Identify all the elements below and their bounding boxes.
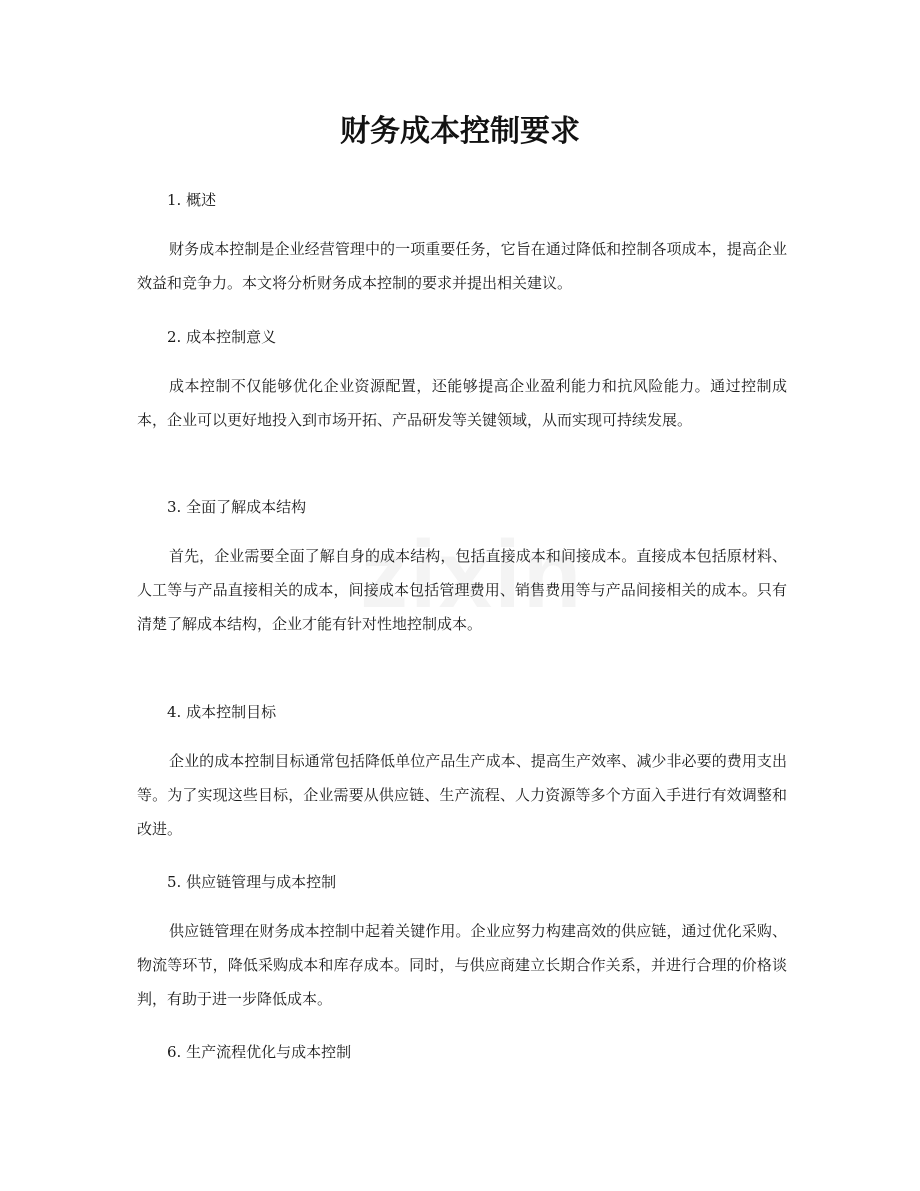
section-heading-2: 2. 成本控制意义 — [167, 328, 277, 346]
section-body-4: 企业的成本控制目标通常包括降低单位产品生产成本、提高生产效率、减少非必要的费用支出等。为了实现这些目标，企业需要从供应链、生产流程、人力资源等多个方面入手进行有效调整和改进。 — [137, 752, 787, 838]
section-heading-4: 4. 成本控制目标 — [167, 703, 277, 721]
section-body-3: 首先，企业需要全面了解自身的成本结构，包括直接成本和间接成本。直接成本包括原材料、人工等与产品直接相关的成本，间接成本包括管理费用、销售费用等与产品间接相关的成本。只有清楚了解成本结构，企业才能有针对性地控制成本。 — [137, 547, 787, 633]
section-heading-5: 5. 供应链管理与成本控制 — [167, 873, 337, 891]
section-body-5: 供应链管理在财务成本控制中起着关键作用。企业应努力构建高效的供应链，通过优化采购、物流等环节，降低采购成本和库存成本。同时，与供应商建立长期合作关系，并进行合理的价格谈判，有助于进一步降低成本。 — [137, 922, 787, 1008]
section-body-2: 成本控制不仅能够优化企业资源配置，还能够提高企业盈利能力和抗风险能力。通过控制成本，企业可以更好地投入到市场开拓、产品研发等关键领域，从而实现可持续发展。 — [137, 377, 787, 429]
section-heading-6: 6. 生产流程优化与成本控制 — [167, 1043, 352, 1061]
page-title: 财务成本控制要求 — [340, 114, 580, 149]
section-heading-3: 3. 全面了解成本结构 — [167, 498, 307, 516]
section-heading-1: 1. 概述 — [167, 191, 217, 209]
section-body-1: 财务成本控制是企业经营管理中的一项重要任务，它旨在通过降低和控制各项成本，提高企业效益和竞争力。本文将分析财务成本控制的要求并提出相关建议。 — [137, 240, 787, 292]
